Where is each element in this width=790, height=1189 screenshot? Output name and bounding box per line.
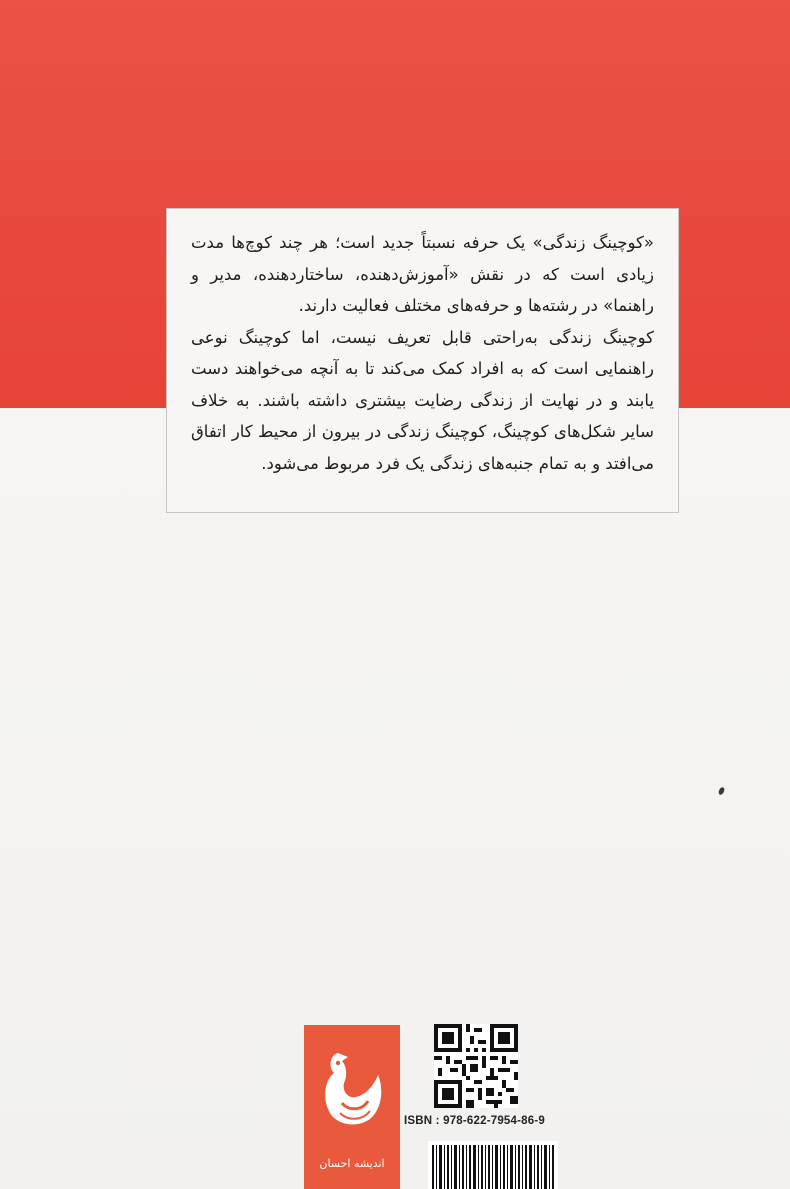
publisher-name: اندیشه احسان <box>319 1157 385 1170</box>
blurb-paragraph-2: کوچینگ زندگی به‌راحتی قابل تعریف نیست، اما کوچینگ نوعی راهنمایی است که به افراد کمک می‌کند تا به آنچه می‌خواهند دست یابند و در نهایت از زندگی رضایت بیشتری داشته باشند. به خلاف سایر شکل‌های کوچینگ، کوچینگ زندگی در بیرون از محیط کار اتفاق می‌افتد و به تمام جنبه‌های زندگی یک فرد مربوط می‌شود. <box>191 327 654 473</box>
barcode <box>428 1141 558 1189</box>
qr-code[interactable] <box>434 1024 518 1108</box>
bird-icon <box>318 1045 386 1145</box>
isbn-number: ISBN : 978-622-7954-86-9 <box>404 1115 545 1127</box>
publisher-logo <box>304 1025 400 1189</box>
blurb-paragraph-1: «کوچینگ زندگی» یک حرفه نسبتاً جدید است؛ هر چند کوچ‌ها مدت زیادی است که در نقش «آموزش‌دهنده، ساختاردهنده، مدیر و راهنما» در رشته‌ها و حرفه‌های مختلف فعالیت دارند. <box>191 233 654 315</box>
blurb-box <box>166 208 679 513</box>
